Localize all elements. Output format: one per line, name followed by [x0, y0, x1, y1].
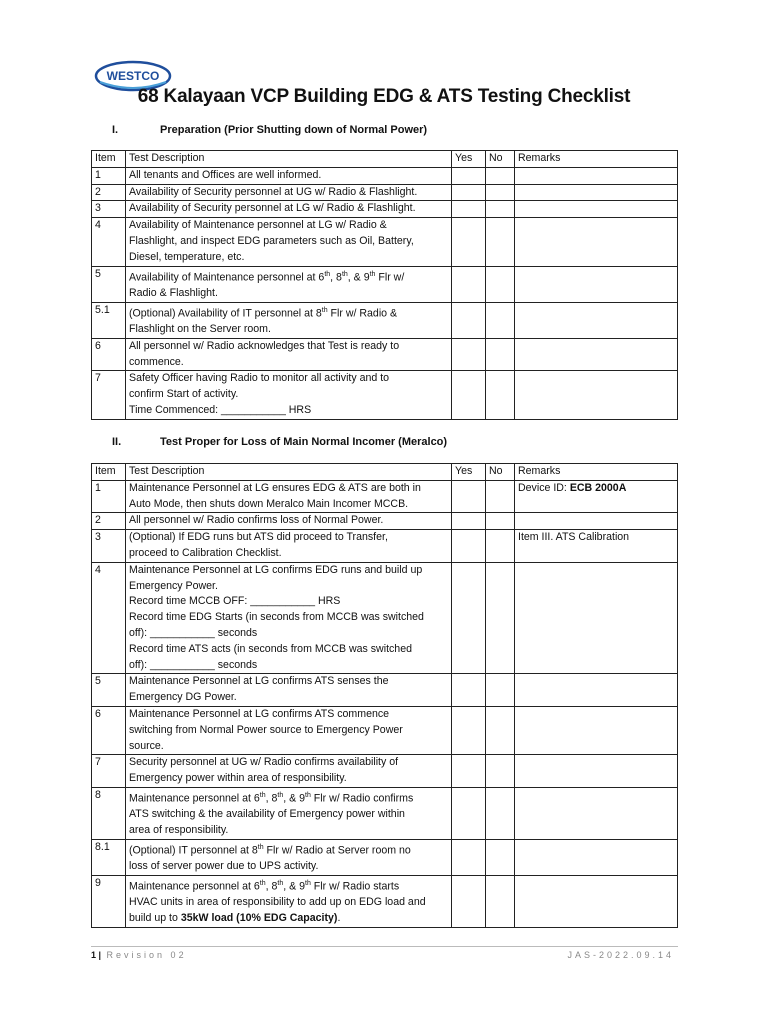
- remarks-cell[interactable]: [515, 302, 678, 338]
- item-number: 6: [92, 706, 126, 754]
- no-checkbox-cell[interactable]: [486, 338, 515, 371]
- header-description: Test Description: [126, 464, 452, 481]
- item-number: 4: [92, 562, 126, 674]
- yes-checkbox-cell[interactable]: [452, 562, 486, 674]
- table-row: [92, 218, 678, 266]
- remarks-cell[interactable]: [515, 338, 678, 371]
- remarks-cell[interactable]: [515, 755, 678, 788]
- test-proper-table: [91, 463, 678, 928]
- no-checkbox-cell[interactable]: [486, 302, 515, 338]
- item-number: 5: [92, 674, 126, 707]
- item-number: 3: [92, 201, 126, 218]
- test-description: [126, 184, 452, 201]
- description-line: Time Commenced: ___________ HRS: [129, 404, 312, 417]
- test-description: [126, 839, 452, 875]
- description-line: Security personnel at UG w/ Radio confirms availability of: [129, 756, 399, 769]
- description-line: switching from Normal Power source to Emergency Power: [129, 723, 403, 736]
- test-description: [126, 218, 452, 266]
- item-number: 4: [92, 218, 126, 266]
- table-row: [92, 875, 678, 927]
- remarks-cell[interactable]: [515, 562, 678, 674]
- logo-text: WESTCO: [106, 69, 160, 83]
- description-line: source.: [129, 739, 164, 752]
- test-description: [126, 875, 452, 927]
- table-row: [92, 371, 678, 419]
- test-description: [126, 266, 452, 302]
- test-description: [126, 167, 452, 184]
- document-code: JAS-2022.09.14: [567, 950, 674, 960]
- description-line: Record time ATS acts (in seconds from MCCB was switched: [129, 642, 412, 655]
- test-description: [126, 706, 452, 754]
- item-number: 3: [92, 530, 126, 563]
- description-line: area of responsibility.: [129, 824, 229, 837]
- yes-checkbox-cell[interactable]: [452, 674, 486, 707]
- header-item: Item: [92, 464, 126, 481]
- description-line: Maintenance personnel at 6th, 8th, & 9th Flr w/ Radio starts: [129, 879, 400, 893]
- footer-divider: [91, 946, 678, 947]
- item-number: 1: [92, 167, 126, 184]
- section-1-heading: [112, 124, 427, 136]
- description-line: (Optional) IT personnel at 8th Flr w/ Radio at Server room no: [129, 843, 411, 857]
- table-row: [92, 338, 678, 371]
- test-description: [126, 755, 452, 788]
- description-line: Emergency power within area of responsibility.: [129, 772, 347, 785]
- header-item: Item: [92, 151, 126, 168]
- yes-checkbox-cell[interactable]: [452, 201, 486, 218]
- yes-checkbox-cell[interactable]: [452, 338, 486, 371]
- header-no: No: [486, 151, 515, 168]
- header-remarks: Remarks: [515, 151, 678, 168]
- no-checkbox-cell[interactable]: [486, 875, 515, 927]
- table-row: [92, 167, 678, 184]
- item-number: 8: [92, 787, 126, 839]
- no-checkbox-cell[interactable]: [486, 530, 515, 563]
- item-number: 5: [92, 266, 126, 302]
- header-description: Test Description: [126, 151, 452, 168]
- yes-checkbox-cell[interactable]: [452, 755, 486, 788]
- preparation-table: [91, 150, 678, 420]
- yes-checkbox-cell[interactable]: [452, 218, 486, 266]
- table-row: [92, 530, 678, 563]
- table-row: [92, 755, 678, 788]
- remarks-cell[interactable]: [515, 266, 678, 302]
- item-number: 7: [92, 371, 126, 419]
- item-number: 5.1: [92, 302, 126, 338]
- yes-checkbox-cell[interactable]: [452, 266, 486, 302]
- description-line: Radio & Flashlight.: [129, 286, 218, 299]
- description-line: Flashlight on the Server room.: [129, 323, 271, 336]
- no-checkbox-cell[interactable]: [486, 201, 515, 218]
- table-header-row: [92, 464, 678, 481]
- description-line: HVAC units in area of responsibility to add up on EDG load and: [129, 896, 426, 909]
- description-line: Maintenance Personnel at LG ensures EDG & ATS are both in: [129, 481, 421, 494]
- no-checkbox-cell[interactable]: [486, 266, 515, 302]
- description-line: (Optional) If EDG runs but ATS did proceed to Transfer,: [129, 531, 388, 544]
- header-no: No: [486, 464, 515, 481]
- yes-checkbox-cell[interactable]: [452, 513, 486, 530]
- description-line: Flashlight, and inspect EDG parameters such as Oil, Battery,: [129, 234, 414, 247]
- no-checkbox-cell[interactable]: [486, 706, 515, 754]
- remarks-cell[interactable]: [515, 184, 678, 201]
- remarks-cell[interactable]: [515, 513, 678, 530]
- no-checkbox-cell[interactable]: [486, 167, 515, 184]
- no-checkbox-cell[interactable]: [486, 562, 515, 674]
- table-row: [92, 674, 678, 707]
- footer-left: [91, 950, 187, 960]
- test-description: [126, 201, 452, 218]
- remarks-cell[interactable]: [515, 706, 678, 754]
- description-line: Emergency Power.: [129, 579, 218, 592]
- description-line: proceed to Calibration Checklist.: [129, 546, 282, 559]
- yes-checkbox-cell[interactable]: [452, 184, 486, 201]
- test-description: [126, 371, 452, 419]
- description-line: Maintenance Personnel at LG confirms ATS commence: [129, 707, 390, 720]
- yes-checkbox-cell[interactable]: [452, 302, 486, 338]
- description-line: Record time MCCB OFF: ___________ HRS: [129, 595, 341, 608]
- yes-checkbox-cell[interactable]: [452, 839, 486, 875]
- remarks-cell[interactable]: [515, 201, 678, 218]
- item-number: 6: [92, 338, 126, 371]
- test-description: [126, 338, 452, 371]
- header-remarks: Remarks: [515, 464, 678, 481]
- table-row: [92, 706, 678, 754]
- yes-checkbox-cell[interactable]: [452, 371, 486, 419]
- header-yes: Yes: [452, 151, 486, 168]
- description-line: All personnel w/ Radio confirms loss of Normal Power.: [129, 514, 384, 527]
- remarks-cell[interactable]: [515, 787, 678, 839]
- description-line: All personnel w/ Radio acknowledges that Test is ready to: [129, 339, 400, 352]
- remarks-cell[interactable]: [515, 218, 678, 266]
- description-line: (Optional) Availability of IT personnel at 8th Flr w/ Radio &: [129, 306, 398, 320]
- header-yes: Yes: [452, 464, 486, 481]
- description-line: Auto Mode, then shuts down Meralco Main Incomer MCCB.: [129, 497, 409, 510]
- no-checkbox-cell[interactable]: [486, 371, 515, 419]
- yes-checkbox-cell[interactable]: [452, 787, 486, 839]
- no-checkbox-cell[interactable]: [486, 513, 515, 530]
- test-description: [126, 480, 452, 513]
- table-row: [92, 787, 678, 839]
- description-line: confirm Start of activity.: [129, 388, 239, 401]
- description-line: Safety Officer having Radio to monitor all activity and to: [129, 372, 390, 385]
- no-checkbox-cell[interactable]: [486, 184, 515, 201]
- no-checkbox-cell[interactable]: [486, 480, 515, 513]
- table-row: [92, 184, 678, 201]
- description-line: off): ___________ seconds: [129, 626, 258, 639]
- item-number: 7: [92, 755, 126, 788]
- test-description: [126, 674, 452, 707]
- test-description: [126, 562, 452, 674]
- table-header-row: [92, 151, 678, 168]
- test-description: [126, 513, 452, 530]
- description-line: Maintenance Personnel at LG confirms EDG runs and build up: [129, 563, 423, 576]
- no-checkbox-cell[interactable]: [486, 755, 515, 788]
- no-checkbox-cell[interactable]: [486, 674, 515, 707]
- section-2-heading: [112, 436, 447, 448]
- description-line: All tenants and Offices are well informed.: [129, 168, 322, 181]
- description-line: commence.: [129, 355, 184, 368]
- yes-checkbox-cell[interactable]: [452, 706, 486, 754]
- description-line: Availability of Security personnel at UG w/ Radio & Flashlight.: [129, 185, 418, 198]
- test-description: [126, 787, 452, 839]
- table-row: [92, 302, 678, 338]
- no-checkbox-cell[interactable]: [486, 218, 515, 266]
- test-description: [126, 302, 452, 338]
- test-description: [126, 530, 452, 563]
- table-row: [92, 201, 678, 218]
- no-checkbox-cell[interactable]: [486, 839, 515, 875]
- description-line: Maintenance Personnel at LG confirms ATS senses the: [129, 675, 389, 688]
- remarks-cell[interactable]: [515, 674, 678, 707]
- remarks-cell[interactable]: [515, 875, 678, 927]
- remarks-cell[interactable]: [515, 371, 678, 419]
- table-row: [92, 839, 678, 875]
- table-row: [92, 266, 678, 302]
- description-line: Availability of Maintenance personnel at LG w/ Radio &: [129, 219, 387, 232]
- description-line: Diesel, temperature, etc.: [129, 250, 245, 263]
- yes-checkbox-cell[interactable]: [452, 167, 486, 184]
- remarks-cell[interactable]: [515, 839, 678, 875]
- description-line: loss of server power due to UPS activity.: [129, 860, 319, 873]
- description-line: Availability of Maintenance personnel at 6th, 8th, & 9th Flr w/: [129, 270, 405, 284]
- remarks-cell[interactable]: Item III. ATS Calibration: [515, 530, 678, 563]
- description-line: ATS switching & the availability of Emergency power within: [129, 808, 405, 821]
- section-2-title: Test Proper for Loss of Main Normal Incomer (Meralco): [160, 436, 448, 448]
- section-1-title: Preparation (Prior Shutting down of Normal Power): [160, 124, 428, 136]
- description-line: build up to 35kW load (10% EDG Capacity).: [129, 912, 341, 925]
- section-2-number: II.: [112, 436, 122, 448]
- description-line: off): ___________ seconds: [129, 658, 258, 671]
- remarks-cell[interactable]: Device ID: ECB 2000A: [515, 480, 678, 513]
- section-1-number: I.: [112, 124, 119, 136]
- page-number: 1 |: [91, 950, 102, 960]
- description-line: Availability of Security personnel at LG w/ Radio & Flashlight.: [129, 202, 416, 215]
- description-line: Maintenance personnel at 6th, 8th, & 9th Flr w/ Radio confirms: [129, 791, 414, 805]
- item-number: 2: [92, 184, 126, 201]
- description-line: Emergency DG Power.: [129, 691, 237, 704]
- item-number: 9: [92, 875, 126, 927]
- table-row: [92, 480, 678, 513]
- item-number: 1: [92, 480, 126, 513]
- yes-checkbox-cell[interactable]: [452, 875, 486, 927]
- revision-label: Revision 02: [106, 950, 187, 960]
- item-number: 8.1: [92, 839, 126, 875]
- no-checkbox-cell[interactable]: [486, 787, 515, 839]
- item-number: 2: [92, 513, 126, 530]
- remarks-cell[interactable]: [515, 167, 678, 184]
- page-title: 68 Kalayaan VCP Building EDG & ATS Testing Checklist: [137, 86, 631, 107]
- table-row: [92, 513, 678, 530]
- table-row: [92, 562, 678, 674]
- description-line: Record time EDG Starts (in seconds from MCCB was switched: [129, 611, 424, 624]
- yes-checkbox-cell[interactable]: [452, 530, 486, 563]
- yes-checkbox-cell[interactable]: [452, 480, 486, 513]
